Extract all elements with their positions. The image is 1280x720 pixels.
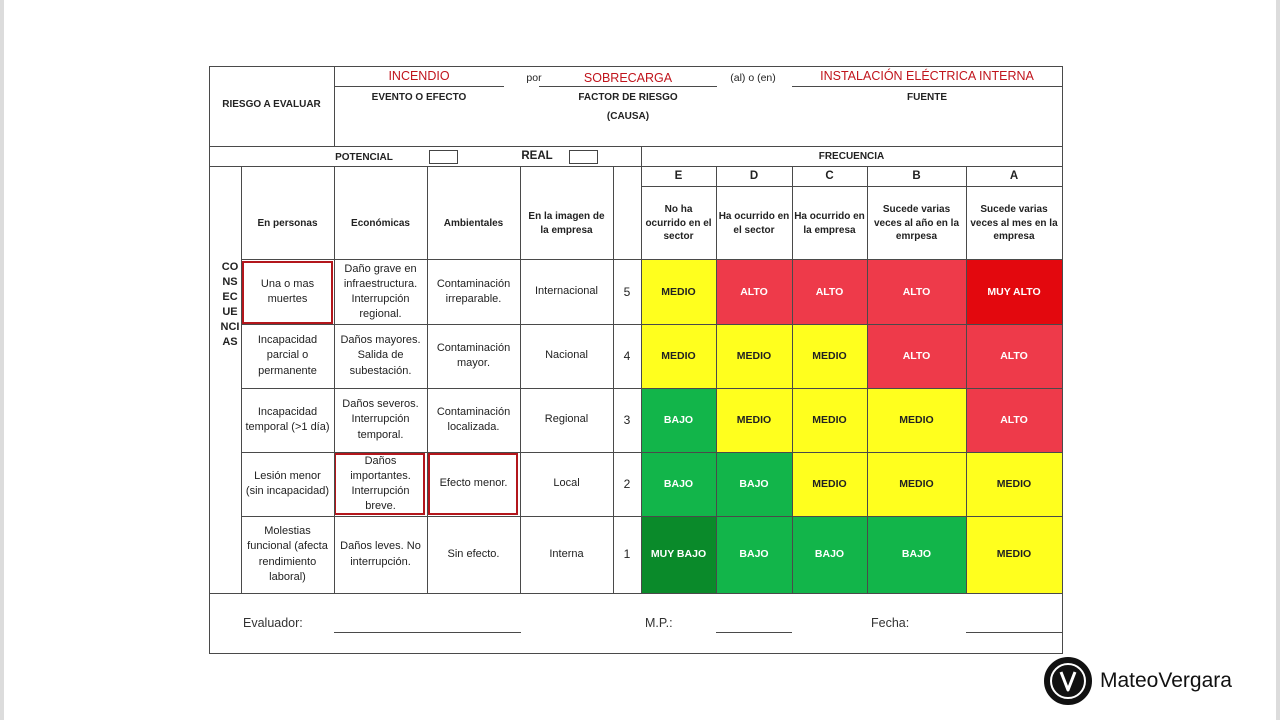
risk-cell-3-c[interactable]: MEDIO (792, 388, 867, 452)
row-1-personas: Molestias funcional (afecta rendimiento laboral) (247, 525, 328, 583)
row-3-economicas: Daños severos. Interrupción temporal. (342, 398, 419, 441)
risk-cell-5-b[interactable]: ALTO (867, 260, 966, 324)
row-2-ambientales: Efecto menor. (439, 477, 508, 490)
risk-cell-2-c[interactable]: MEDIO (792, 452, 867, 516)
real-label: REAL (521, 150, 553, 162)
evaluador-label: Evaluador: (243, 616, 303, 630)
en-label: (al) o (en) (730, 72, 776, 84)
freq-desc-d: Ha ocurrido en el sector (718, 210, 790, 236)
row-level-2: 2 (623, 476, 631, 491)
row-5-imagen: Internacional (535, 285, 598, 298)
potencial-label: POTENCIAL (335, 152, 393, 163)
row-5-ambientales: Contaminación irreparable. (436, 277, 511, 305)
brand-logo-ring (1050, 663, 1086, 699)
fecha-line[interactable] (966, 632, 1062, 633)
evento-label: EVENTO O EFECTO (371, 92, 467, 103)
row-5-personas: Una o mas muertes (260, 277, 315, 305)
col-header-ambientales: Ambientales (443, 217, 504, 229)
potencial-frecuencia-divider (641, 146, 642, 166)
risk-cell-3-e[interactable]: BAJO (641, 388, 716, 452)
freq-desc-c: Ha ocurrido en la empresa (794, 210, 865, 236)
row-4-personas: Incapacidad parcial o permanente (257, 334, 318, 377)
col-header-imagen: En la imagen de la empresa (528, 210, 605, 236)
brand-name: MateoVergara (1100, 669, 1232, 692)
highlight-personas-muertes[interactable] (242, 261, 333, 324)
row-2-economicas: Daños importantes. Interrupción breve. (350, 454, 411, 513)
freq-desc-a: Sucede varias veces al mes en la empresa (970, 203, 1058, 243)
freq-divider-0 (716, 166, 717, 593)
border-right (1062, 66, 1063, 654)
risk-cell-4-a[interactable]: ALTO (966, 324, 1062, 388)
row-level-1: 1 (623, 547, 631, 562)
risk-cell-5-d[interactable]: ALTO (716, 260, 792, 324)
evaluador-signature-line[interactable] (334, 632, 521, 633)
risk-cell-1-d[interactable]: BAJO (716, 516, 792, 593)
header-title-divider (334, 66, 335, 146)
risk-cell-2-e[interactable]: BAJO (641, 452, 716, 516)
row-1-imagen: Interna (549, 547, 584, 560)
risk-cell-3-b[interactable]: MEDIO (867, 388, 966, 452)
subheader-bottom-line (209, 166, 1063, 167)
freq-letter-e: E (674, 170, 683, 183)
por-label: por (526, 72, 542, 84)
column-divider-3 (613, 166, 614, 593)
risk-cell-1-b[interactable]: BAJO (867, 516, 966, 593)
risk-cell-1-a[interactable]: MEDIO (966, 516, 1062, 593)
freq-divider-2 (867, 166, 868, 593)
column-divider-2 (520, 166, 521, 593)
row-1-economicas: Daños leves. No interrupción. (340, 540, 421, 568)
risk-cell-1-c[interactable]: BAJO (792, 516, 867, 593)
column-divider-0 (334, 166, 335, 593)
border-top (209, 66, 1063, 67)
consecuencias-divider (241, 166, 242, 593)
risk-cell-5-e[interactable]: MEDIO (641, 260, 716, 324)
row-3-ambientales: Contaminación localizada. (436, 405, 511, 433)
frequency-letter-line (641, 186, 1062, 187)
risk-cell-5-a[interactable]: MUY ALTO (966, 260, 1062, 324)
risk-cell-2-a[interactable]: MEDIO (966, 452, 1062, 516)
consecuencias-vertical-label: CONSECUENCIAS (220, 261, 240, 349)
frecuencia-label: FRECUENCIA (818, 151, 885, 162)
left-edge-bar (0, 0, 4, 720)
risk-cell-5-c[interactable]: ALTO (792, 260, 867, 324)
row-divider-3 (241, 452, 1062, 453)
row-divider-2 (241, 388, 1062, 389)
risk-cell-4-e[interactable]: MEDIO (641, 324, 716, 388)
factor-value[interactable]: SOBRECARGA (583, 71, 673, 85)
freq-letter-b: B (912, 170, 921, 183)
col-header-economicas: Económicas (351, 217, 410, 229)
real-checkbox[interactable] (569, 150, 598, 164)
brand-logo-icon (1044, 657, 1092, 705)
row-4-imagen: Nacional (545, 349, 588, 362)
header-bottom-line (209, 146, 1063, 147)
risk-cell-2-d[interactable]: BAJO (716, 452, 792, 516)
row-divider-1 (241, 324, 1062, 325)
fuente-underline (792, 86, 1062, 87)
freq-divider-3 (966, 166, 967, 593)
row-level-4: 4 (623, 348, 631, 363)
border-left (209, 66, 210, 654)
risk-cell-4-b[interactable]: ALTO (867, 324, 966, 388)
table-bottom-line (209, 593, 1063, 594)
factor-underline (539, 86, 717, 87)
row-2-imagen: Local (553, 477, 580, 490)
row-4-economicas: Daños mayores. Salida de subestación. (340, 334, 421, 377)
brand-v-icon (1056, 669, 1080, 693)
row-level-3: 3 (623, 412, 631, 427)
freq-letter-c: C (825, 170, 834, 183)
highlight-economicas-importantes[interactable] (334, 453, 425, 515)
evento-value[interactable]: INCENDIO (388, 69, 450, 83)
causa-label: (CAUSA) (606, 111, 650, 122)
col-header-personas: En personas (257, 217, 318, 229)
border-bottom (209, 653, 1063, 654)
column-header-bottom-line (241, 259, 1062, 260)
risk-cell-3-d[interactable]: MEDIO (716, 388, 792, 452)
risk-cell-2-b[interactable]: MEDIO (867, 452, 966, 516)
factor-label: FACTOR DE RIESGO (578, 92, 678, 103)
risk-assessment-form (209, 66, 1063, 654)
mp-label: M.P.: (645, 616, 673, 630)
column-divider-1 (427, 166, 428, 593)
fuente-label: FUENTE (907, 92, 947, 103)
right-edge-bar (1276, 0, 1280, 720)
row-3-personas: Incapacidad temporal (>1 día) (245, 405, 330, 433)
potencial-checkbox[interactable] (429, 150, 458, 164)
row-3-imagen: Regional (544, 413, 589, 426)
freq-desc-b: Sucede varias veces al año en la emrpesa (873, 203, 960, 243)
risk-cell-4-d[interactable]: MEDIO (716, 324, 792, 388)
fecha-label: Fecha: (871, 616, 910, 630)
riesgo-a-evaluar-label: RIESGO A EVALUAR (222, 99, 321, 110)
fuente-value[interactable]: INSTALACIÓN ELÉCTRICA INTERNA (820, 69, 1034, 83)
mp-line[interactable] (716, 632, 792, 633)
evento-underline (334, 86, 504, 87)
row-4-ambientales: Contaminación mayor. (436, 341, 511, 369)
row-level-5: 5 (623, 284, 631, 299)
freq-letter-a: A (1009, 170, 1019, 183)
brand-watermark (1044, 656, 1232, 706)
row-5-economicas: Daño grave en infraestructura. Interrupción regional. (343, 262, 418, 321)
risk-cell-1-e[interactable]: MUY BAJO (641, 516, 716, 593)
freq-letter-d: D (749, 170, 759, 183)
risk-cell-3-a[interactable]: ALTO (966, 388, 1062, 452)
risk-cell-4-c[interactable]: MEDIO (792, 324, 867, 388)
row-1-ambientales: Sin efecto. (447, 547, 500, 560)
row-divider-4 (241, 516, 1062, 517)
row-2-personas: Lesión menor (sin incapacidad) (245, 469, 330, 497)
freq-desc-e: No ha ocurrido en el sector (645, 203, 712, 243)
freq-divider-1 (792, 166, 793, 593)
level-freq-divider (641, 166, 642, 593)
highlight-ambientales-efecto-menor[interactable] (428, 453, 518, 515)
